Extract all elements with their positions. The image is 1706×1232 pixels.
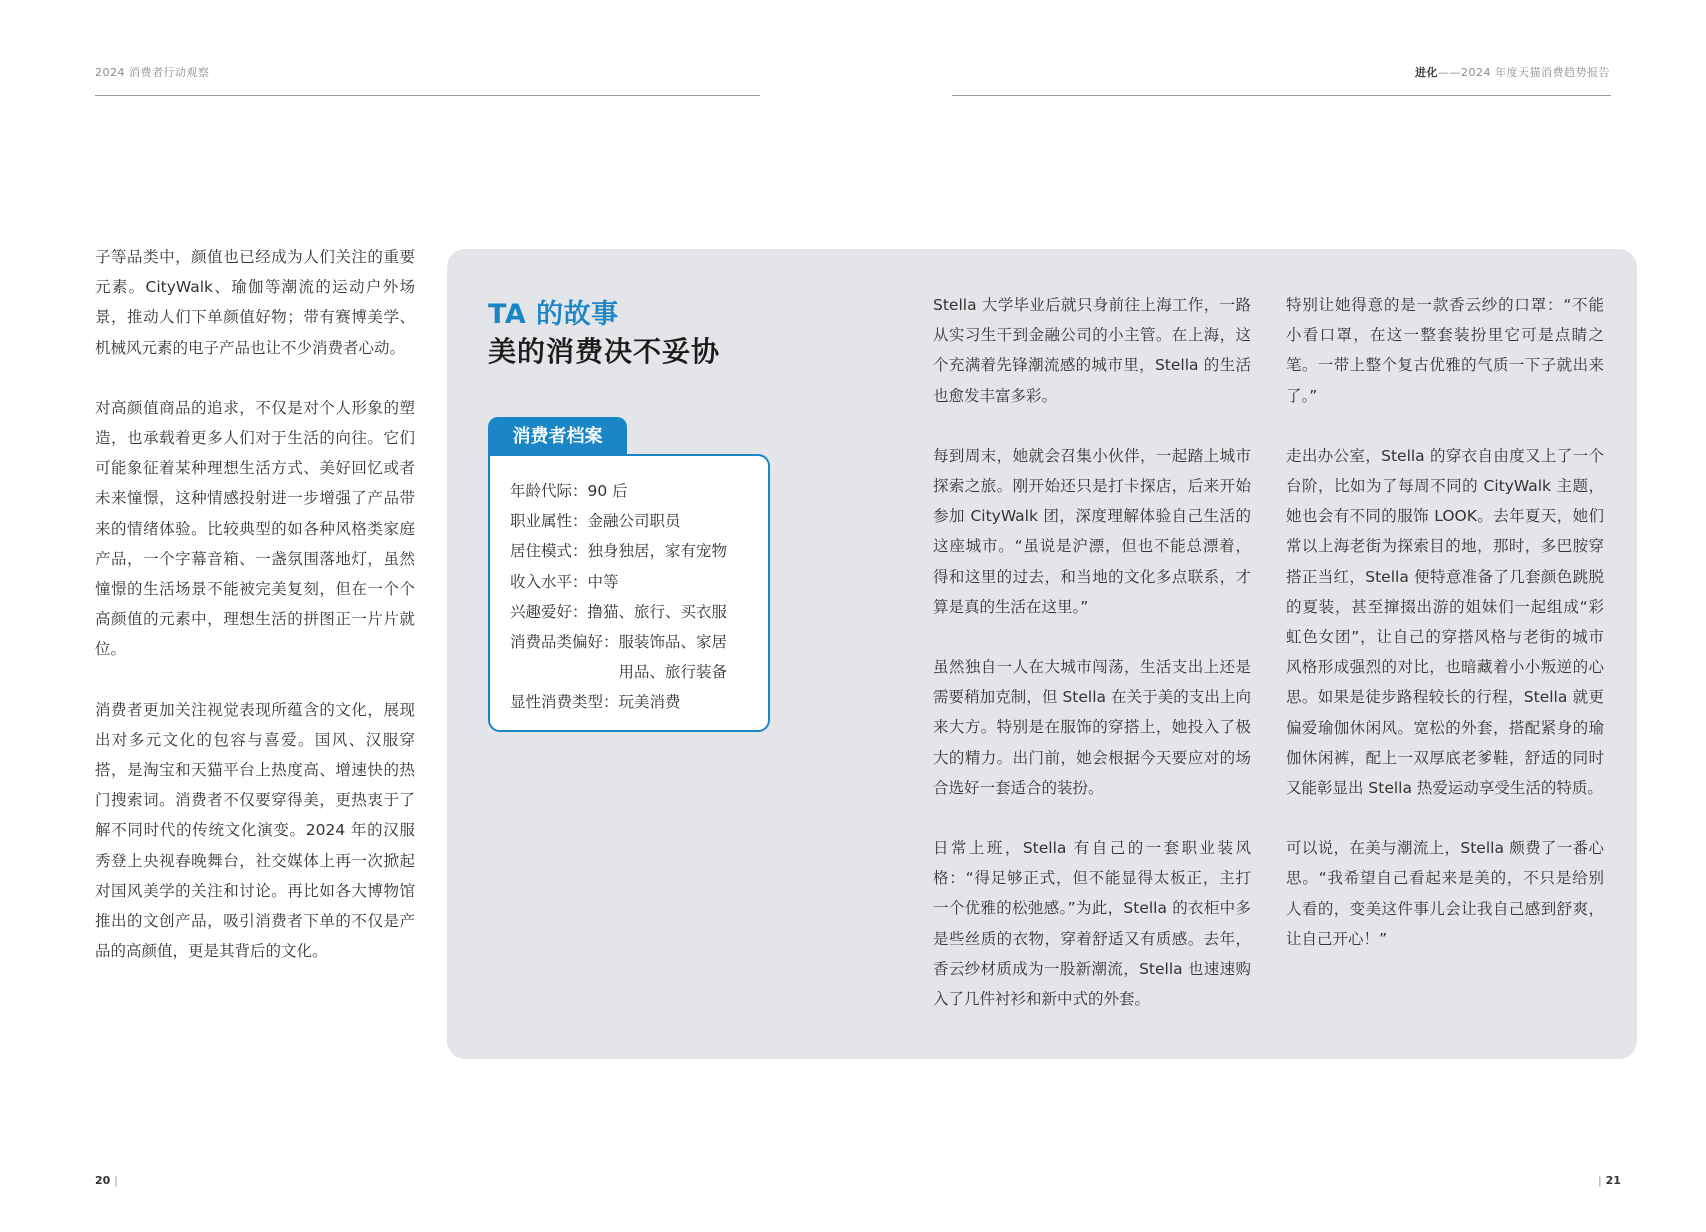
profile-value: 中等 — [587, 572, 619, 591]
story-paragraph: 日常上班，Stella 有自己的一套职业装风格：“得足够正式，但不能显得太板正，主打一个优雅的松弛感。”为此，Stella 的衣柜中多是些丝质的衣物，穿着舒适又有质感。去年，香云纱材质成为一股新潮流，Stella 也速速购入了几件衬衫和新中式的外套。 — [933, 839, 1251, 1009]
profile-key: 年龄代际： — [510, 482, 588, 500]
page-number-left — [95, 1174, 118, 1187]
story-paragraph: 特别让她得意的是一款香云纱的口罩：“不能小看口罩，在这一整套装扮里它可是点睛之笔。一带上整个复古优雅的气质一下子就出来了。” — [1286, 296, 1604, 405]
story-title: 美的消费决不妥协 — [488, 335, 721, 368]
profile-key: 兴趣爱好： — [510, 602, 588, 621]
profile-row-income — [510, 567, 739, 597]
header-rule-right — [952, 95, 1611, 96]
header-rule-left — [95, 95, 760, 96]
profile-row-age — [510, 476, 739, 506]
profile-row-hobbies — [510, 597, 739, 627]
consumer-profile-card — [488, 454, 770, 732]
profile-key: 显性消费类型： — [510, 693, 619, 712]
header-report-title: ——2024 年度天猫消费趋势报告 — [1438, 66, 1610, 79]
profile-key: 收入水平： — [510, 572, 588, 591]
profile-value: 玩美消费 — [618, 693, 681, 712]
story-kicker: TA 的故事 — [488, 299, 619, 330]
running-header-left: 2024 消费者行动观察 — [95, 66, 210, 79]
profile-row-living — [510, 536, 739, 566]
page-number-right — [1598, 1174, 1621, 1187]
body-paragraph: 子等品类中，颜值也已经成为人们关注的重要元素。CityWalk、瑜伽等潮流的运动户外场景，推动人们下单颜值好物；带有赛博美学、机械风元素的电子产品也让不少消费者心动。 — [95, 248, 415, 357]
profile-value: 90 后 — [587, 482, 628, 500]
folio-separator: | — [1598, 1174, 1602, 1187]
story-paragraph: 每到周末，她就会召集小伙伴，一起踏上城市探索之旅。刚开始还只是打卡探店，后来开始参加 CityWalk 团，深度理解体验自己生活的这座城市。“虽说是沪漂，但也不能总漂着，得和这里的过去，和当地的文化多点联系，才算是真的生活在这里。” — [933, 446, 1251, 616]
story-paragraph: 可以说，在美与潮流上，Stella 颇费了一番心思。“我希望自己看起来是美的，不只是给别人看的，变美这件事儿会让我自己感到舒爽，让自己开心！” — [1286, 839, 1604, 948]
header-brand: 进化 — [1415, 66, 1438, 79]
profile-row-occupation — [510, 506, 739, 536]
profile-row-consumption-type — [510, 687, 739, 717]
profile-tab: 消费者档案 — [488, 417, 627, 457]
body-paragraph: 对高颜值商品的追求，不仅是对个人形象的塑造，也承载着更多人们对于生活的向往。它们可能象征着某种理想生活方式、美好回忆或者未来憧憬，这种情感投射进一步增强了产品带来的情绪体验。比较典型的如各种风格类家庭产品，一个字幕音箱、一盏氛围落地灯，虽然憧憬的生活场景不能被完美复刻，但在一个个高颜值的元素中，理想生活的拼图正一片片就位。 — [95, 398, 415, 659]
profile-list — [510, 476, 739, 718]
page-number: 20 — [95, 1174, 111, 1187]
story-paragraph: 虽然独自一人在大城市闯荡，生活支出上还是需要稍加克制，但 Stella 在关于美的支出上向来大方。特别是在服饰的穿搭上，她投入了极大的精力。出门前，她会根据今天要应对的场合选好一套适合的装扮。 — [933, 658, 1251, 797]
profile-key: 居住模式： — [510, 542, 588, 561]
profile-key: 职业属性： — [510, 512, 588, 531]
profile-value: 独身独居，家有宠物 — [587, 542, 728, 561]
story-paragraph: Stella 大学毕业后就只身前往上海工作，一路从实习生干到金融公司的小主管。在上海，这个充满着先锋潮流感的城市里，Stella 的生活也愈发丰富多彩。 — [933, 296, 1251, 405]
profile-value: 服装饰品、家居用品、旅行装备 — [618, 633, 728, 682]
profile-key: 消费品类偏好： — [510, 633, 619, 652]
story-column-middle — [933, 290, 1251, 1044]
story-column-right — [1286, 290, 1604, 984]
page-number: 21 — [1605, 1174, 1621, 1187]
profile-value: 撸猫、旅行、买衣服 — [587, 602, 728, 621]
folio-separator: | — [114, 1174, 118, 1187]
profile-value: 金融公司职员 — [587, 512, 681, 531]
left-body-column — [95, 242, 415, 996]
profile-row-category-preference — [510, 627, 739, 687]
body-paragraph: 消费者更加关注视觉表现所蕴含的文化，展现出对多元文化的包容与喜爱。国风、汉服穿搭，是淘宝和天猫平台上热度高、增速快的热门搜索词。消费者不仅要穿得美，更热衷于了解不同时代的传统文化演变。2024 年的汉服秀登上央视春晚舞台，社交媒体上再一次掀起对国风美学的关注和讨论。再比如各大博物馆推出的文创产品，吸引消费者下单的不仅是产品的高颜值，更是其背后的文化。 — [95, 700, 415, 961]
running-header-right — [1415, 64, 1610, 80]
story-paragraph: 走出办公室，Stella 的穿衣自由度又上了一个台阶，比如为了每周不同的 CityWalk 主题，她也会有不同的服饰 LOOK。去年夏天，她们常以上海老街为探索目的地，那时，多巴胺穿搭正当红，Stella 便特意准备了几套颜色跳脱的夏装，甚至撺掇出游的姐妹们一起组成“彩虹色女团”，让自己的穿搭风格与老街的城市风格形成强烈的对比，也暗藏着小小叛逆的心思。如果是徒步路程较长的行程，Stella 就更偏爱瑜伽休闲风。宽松的外套，搭配紧身的瑜伽休闲裤，配上一双厚底老爹鞋，舒适的同时又能彰显出 Stella 热爱运动享受生活的特质。 — [1286, 446, 1604, 798]
